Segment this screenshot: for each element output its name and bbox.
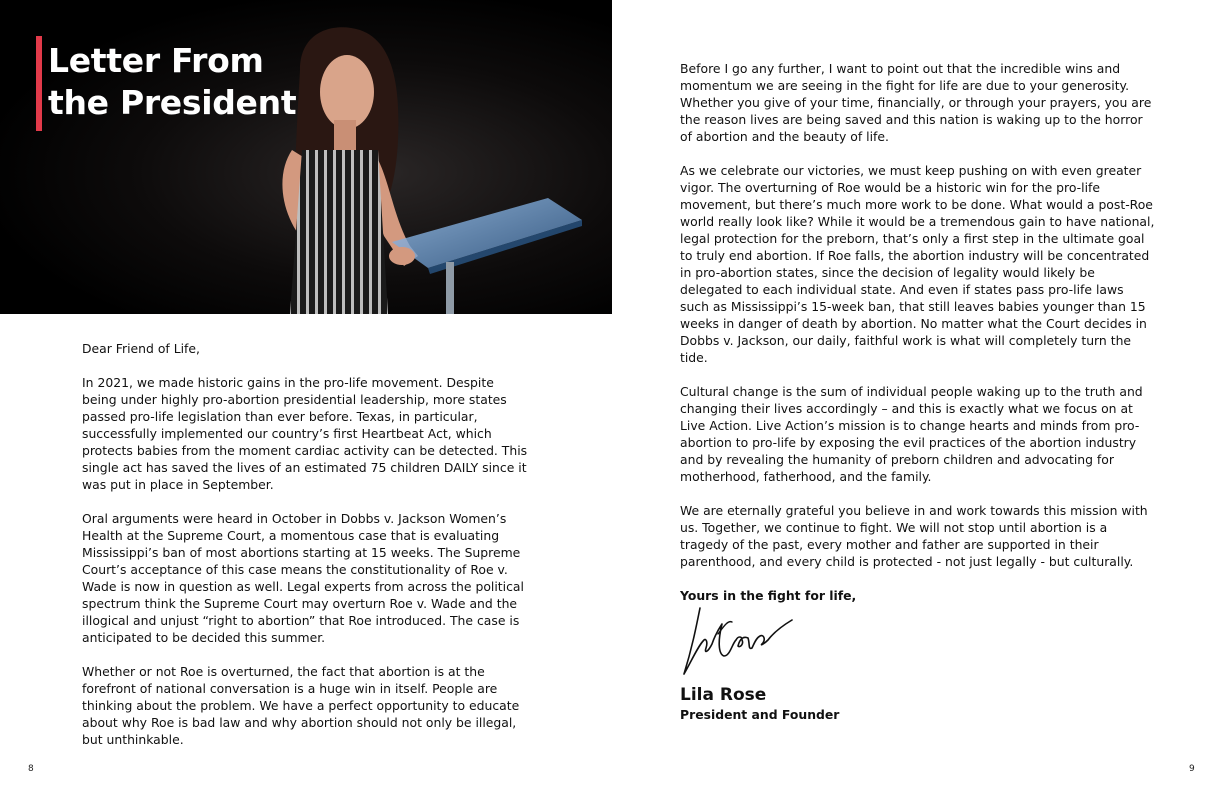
right-page — [612, 0, 1224, 792]
signer-name: Lila Rose — [680, 685, 767, 705]
page-title — [48, 40, 296, 124]
title-accent-bar — [36, 36, 42, 131]
page-number: 8 — [28, 764, 34, 774]
signature-image — [678, 600, 798, 680]
closing-line: Yours in the fight for life, — [680, 588, 857, 603]
title-line-2: the President — [48, 83, 297, 122]
paragraph: Whether or not Roe is overturned, the fact that abortion is at the forefront of national conversation is a huge win in itself. People are thinking about the problem. We have a perfect opportunity to educate about why Roe is bad law and why abortion should not only be illegal, but unthinkable. — [82, 664, 520, 747]
paragraph: Cultural change is the sum of individual people waking up to the truth and changing their lives accordingly – and this is exactly what we focus on at Live Action. Live Action’s mission is to change hearts and minds from pro-abortion to pro-life by exposing the evil practices of the abortion industry and by revealing the humanity of preborn children and advocating for motherhood, fatherhood, and the family. — [680, 384, 1143, 484]
title-line-1: Letter From — [48, 41, 264, 80]
page-number: 9 — [1189, 764, 1195, 774]
left-body-text — [82, 340, 532, 765]
paragraph: As we celebrate our victories, we must keep pushing on with even greater vigor. The overturning of Roe would be a historic win for the pro-life movement, but there’s much more work to be done. What would a post-Roe world really look like? While it would be a tremendous gain to have national, legal protection for the preborn, that’s only a first step in the ultimate goal to truly end abortion. If Roe falls, the abortion industry will be concentrated in pro-abortion states, since the decision of legality would likely be delegated to each individual state. And even if states pass pro-life laws such as Mississippi’s 15-week ban, that still leaves babies younger than 15 weeks in danger of death by abortion. No matter what the Court decides in Dobbs v. Jackson, our daily, faithful work is what will completely turn the tide. — [680, 163, 1155, 365]
paragraph: We are eternally grateful you believe in and work towards this mission with us. Together, we continue to fight. We will not stop until abortion is a tragedy of the past, every mother and father are supported in their parenthood, and every child is protected - not just legally - but culturally. — [680, 503, 1148, 569]
paragraph: Before I go any further, I want to point out that the incredible wins and momentum we are seeing in the fight for life are due to your generosity. Whether you give of your time, financially, or through your prayers, you are the reason lives are being saved and this nation is waking up to the horror of abortion and the beauty of life. — [680, 61, 1152, 144]
salutation: Dear Friend of Life, — [82, 341, 200, 356]
right-body-text — [680, 60, 1156, 621]
signer-title: President and Founder — [680, 707, 840, 722]
paragraph: In 2021, we made historic gains in the pro-life movement. Despite being under highly pro-abortion presidential leadership, more states passed pro-life legislation than ever before. Texas, in particular, successfully implemented our country’s first Heartbeat Act, which protects babies from the moment cardiac activity can be detected. This single act has saved the lives of an estimated 75 children DAILY since it was put in place in September. — [82, 375, 528, 492]
paragraph: Oral arguments were heard in October in Dobbs v. Jackson Women’s Health at the Supreme Court, a momentous case that is evaluating Mississippi’s ban of most abortions starting at 15 weeks. The Supreme Court’s acceptance of this case means the constitutionality of Roe v. Wade is now in question as well. Legal experts from across the political spectrum think the Supreme Court may overturn Roe v. Wade and the illogical and unjust “right to abortion” that Roe introduced. The case is anticipated to be decided this summer. — [82, 511, 524, 645]
hero-banner — [0, 0, 612, 314]
